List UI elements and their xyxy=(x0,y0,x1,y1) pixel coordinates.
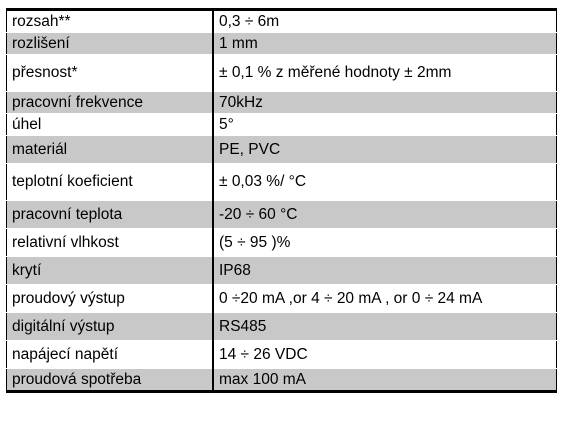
spec-value: -20 ÷ 60 °C xyxy=(213,201,557,229)
spec-value: (5 ÷ 95 )% xyxy=(213,229,557,257)
spec-key: teplotní koeficient xyxy=(7,164,214,201)
spec-key: přesnost* xyxy=(7,55,214,92)
spec-value: 0 ÷20 mA ,or 4 ÷ 20 mA , or 0 ÷ 24 mA xyxy=(213,285,557,313)
table-row xyxy=(7,285,557,313)
table-row xyxy=(7,114,557,136)
spec-key: krytí xyxy=(7,257,214,285)
spec-value: 0,3 ÷ 6m xyxy=(213,10,557,33)
spec-value: PE, PVC xyxy=(213,136,557,164)
spec-value: 70kHz xyxy=(213,92,557,114)
table-row xyxy=(7,201,557,229)
table-row xyxy=(7,341,557,369)
spec-key: materiál xyxy=(7,136,214,164)
spec-key: relativní vlhkost xyxy=(7,229,214,257)
spec-value: ± 0,03 %/ °C xyxy=(213,164,557,201)
spec-key: napájecí napětí xyxy=(7,341,214,369)
table-row xyxy=(7,55,557,92)
table-row xyxy=(7,257,557,285)
spec-key: rozlišení xyxy=(7,33,214,55)
table-row xyxy=(7,10,557,33)
spec-key: pracovní teplota xyxy=(7,201,214,229)
spec-value: RS485 xyxy=(213,313,557,341)
spec-key: digitální výstup xyxy=(7,313,214,341)
table-row xyxy=(7,313,557,341)
spec-value: 14 ÷ 26 VDC xyxy=(213,341,557,369)
table-row xyxy=(7,33,557,55)
table-row xyxy=(7,92,557,114)
spec-key: rozsah** xyxy=(7,10,214,33)
spec-value: max 100 mA xyxy=(213,369,557,392)
spec-key: pracovní frekvence xyxy=(7,92,214,114)
specification-table xyxy=(6,8,557,393)
spec-key: úhel xyxy=(7,114,214,136)
table-row xyxy=(7,229,557,257)
table-row xyxy=(7,164,557,201)
spec-key: proudová spotřeba xyxy=(7,369,214,392)
spec-value: 5° xyxy=(213,114,557,136)
spec-value: IP68 xyxy=(213,257,557,285)
table-row xyxy=(7,136,557,164)
spec-key: proudový výstup xyxy=(7,285,214,313)
table-row xyxy=(7,369,557,392)
spec-value: 1 mm xyxy=(213,33,557,55)
spec-value: ± 0,1 % z měřené hodnoty ± 2mm xyxy=(213,55,557,92)
